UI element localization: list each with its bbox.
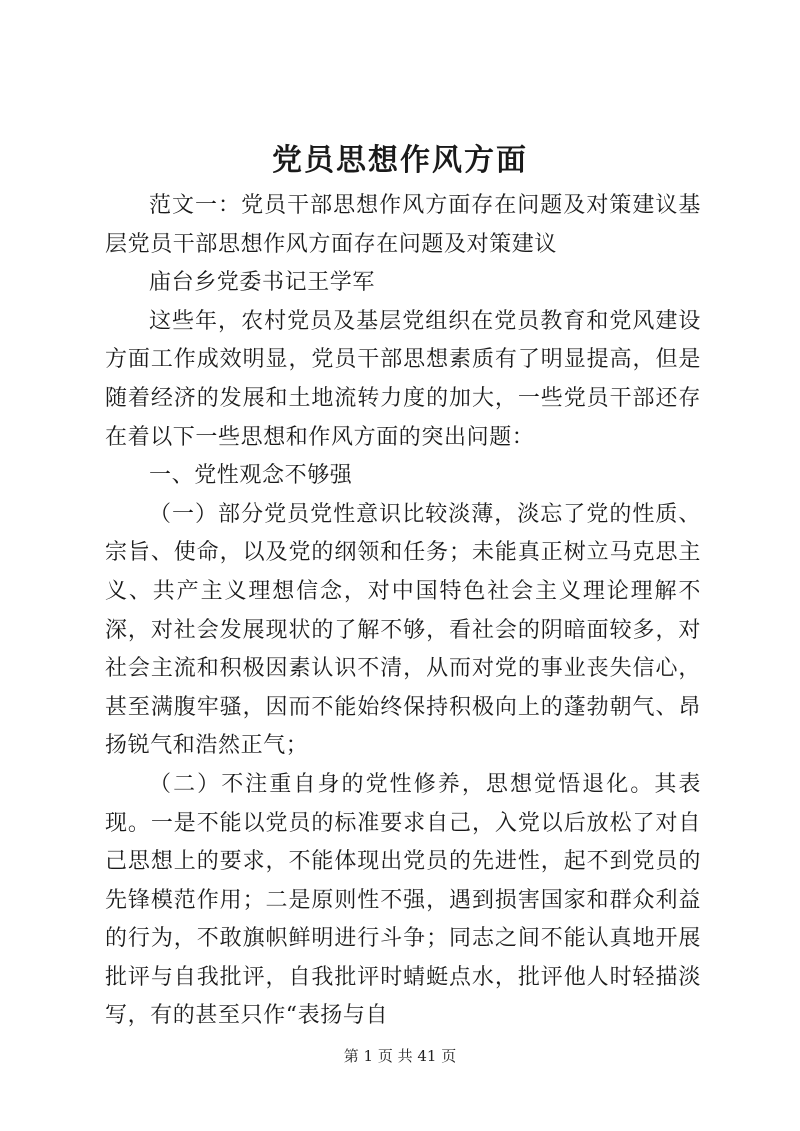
section-heading: 一、党性观念不够强: [149, 463, 353, 489]
paragraph-point-2: （二）不注重自身的党性修养，思想觉悟退化。其表现。一是不能以党员的标准要求自己，入党以后放松了对自己思想上的要求，不能体现出党员的先进性，起不到党员的先锋模范作用；二是原则性不强，遇到损害国家和群众利益的行为，不敢旗帜鲜明进行斗争；同志之间不能认真地开展批评与自我批评，自我批评时蜻蜓点水，批评他人时轻描淡写，有的甚至只作“表扬与自: [105, 771, 701, 1029]
document-title: 党员思想作风方面: [272, 143, 528, 178]
document-body: [105, 187, 701, 1036]
paragraph-intro: 范文一：党员干部思想作风方面存在问题及对策建议基层党员干部思想作风方面存在问题及对策建议: [105, 193, 701, 257]
page-footer: 第 1 页 共 41 页: [343, 1047, 457, 1065]
paragraph-overview: 这些年，农村党员及基层党组织在党员教育和党风建设方面工作成效明显，党员干部思想素质有了明显提高，但是随着经济的发展和土地流转力度的加大，一些党员干部还存在着以下一些思想和作风方面的突出问题：: [105, 308, 701, 450]
paragraph-point-1: （一）部分党员党性意识比较淡薄，淡忘了党的性质、宗旨、使命，以及党的纲领和任务；未能真正树立马克思主义、共产主义理想信念，对中国特色社会主义理论理解不深，对社会发展现状的了解不够，看社会的阴暗面较多，对社会主流和积极因素认识不清，从而对党的事业丧失信心，甚至满腹牢骚，因而不能始终保持积极向上的蓬勃朝气、昂扬锐气和浩然正气；: [105, 501, 701, 759]
paragraph-author: 庙台乡党委书记王学军: [149, 270, 376, 296]
